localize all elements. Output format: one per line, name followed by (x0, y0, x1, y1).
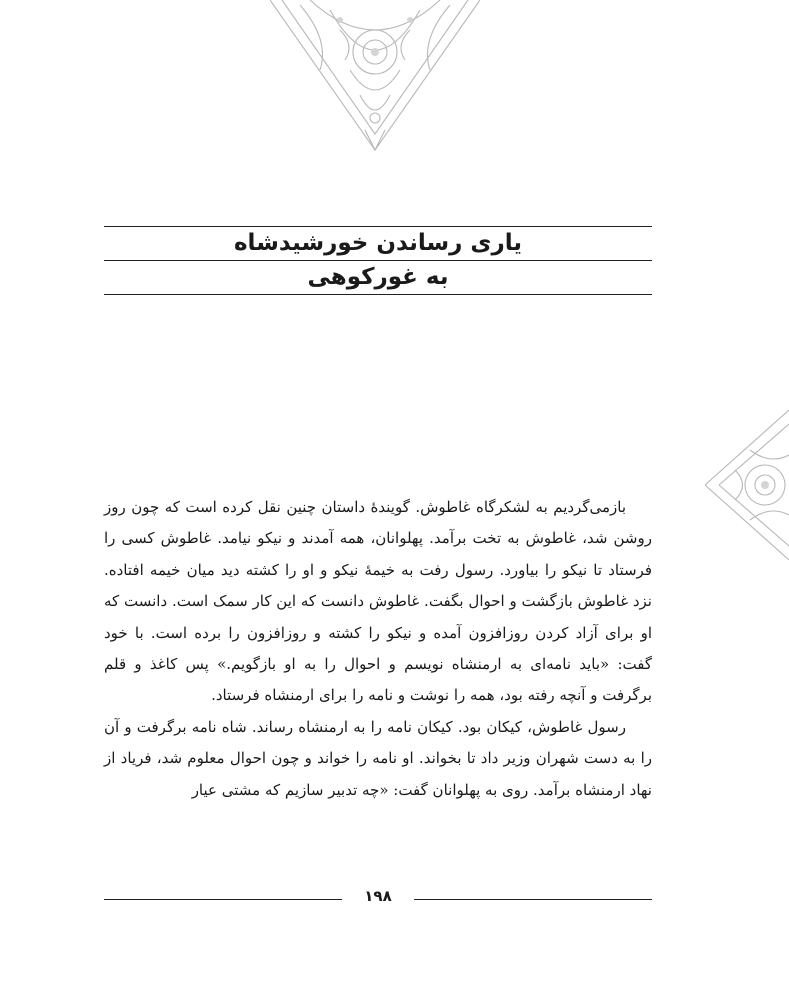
page-number: ۱۹۸ (364, 887, 392, 905)
title-line-1: یاری رساندن خورشیدشاه (233, 230, 523, 256)
page-footer (104, 887, 652, 906)
paragraph-1: بازمی‌گردیم به لشکرگاه غاطوش. گویندهٔ داستان چنین نقل کرده است که چون روز روشن شد، غاطوش به تخت برآمد. پهلوانان، همه آمدند و نیکو نیامد. غاطوش کسی را فرستاد تا نیکو را بیاورد. رسول رفت به خیمهٔ نیکو و او را کشته دید میان خیمه افتاده. نزد غاطوش بازگشت و احوال بگفت. غاطوش دانست که این کار سمک است. دانست که او برای آزاد کردن روزافزون آمده و نیکو را کشته و روزافزون را برده است. با خود گفت: «باید نامه‌ای به ارمنشاه نویسم و احوال را به او بازگویم.» پس کاغذ و قلم برگرفت و آنچه رفته بود، همه را نوشت و نامه را برای ارمنشاه فرستاد. (104, 498, 652, 705)
title-rule-bottom (104, 294, 652, 295)
title-line-2: به غورکوهی (307, 264, 449, 290)
side-ornament-icon (705, 410, 789, 560)
top-ornament-icon (270, 0, 480, 160)
paragraph-2: رسول غاطوش، کیکان بود. کیکان نامه را به ارمنشاه رساند. شاه نامه برگرفت و آن را به دست شهران وزیر داد تا بخواند. او نامه را خواند و چون احوال معلوم شد، فریاد از نهاد ارمنشاه برآمد. روی به پهلوانان گفت: «چه تدبیر سازیم که مشتی عیار (104, 717, 652, 799)
chapter-title (104, 226, 652, 295)
body-text (104, 492, 652, 806)
footer-rule-right (414, 899, 652, 900)
